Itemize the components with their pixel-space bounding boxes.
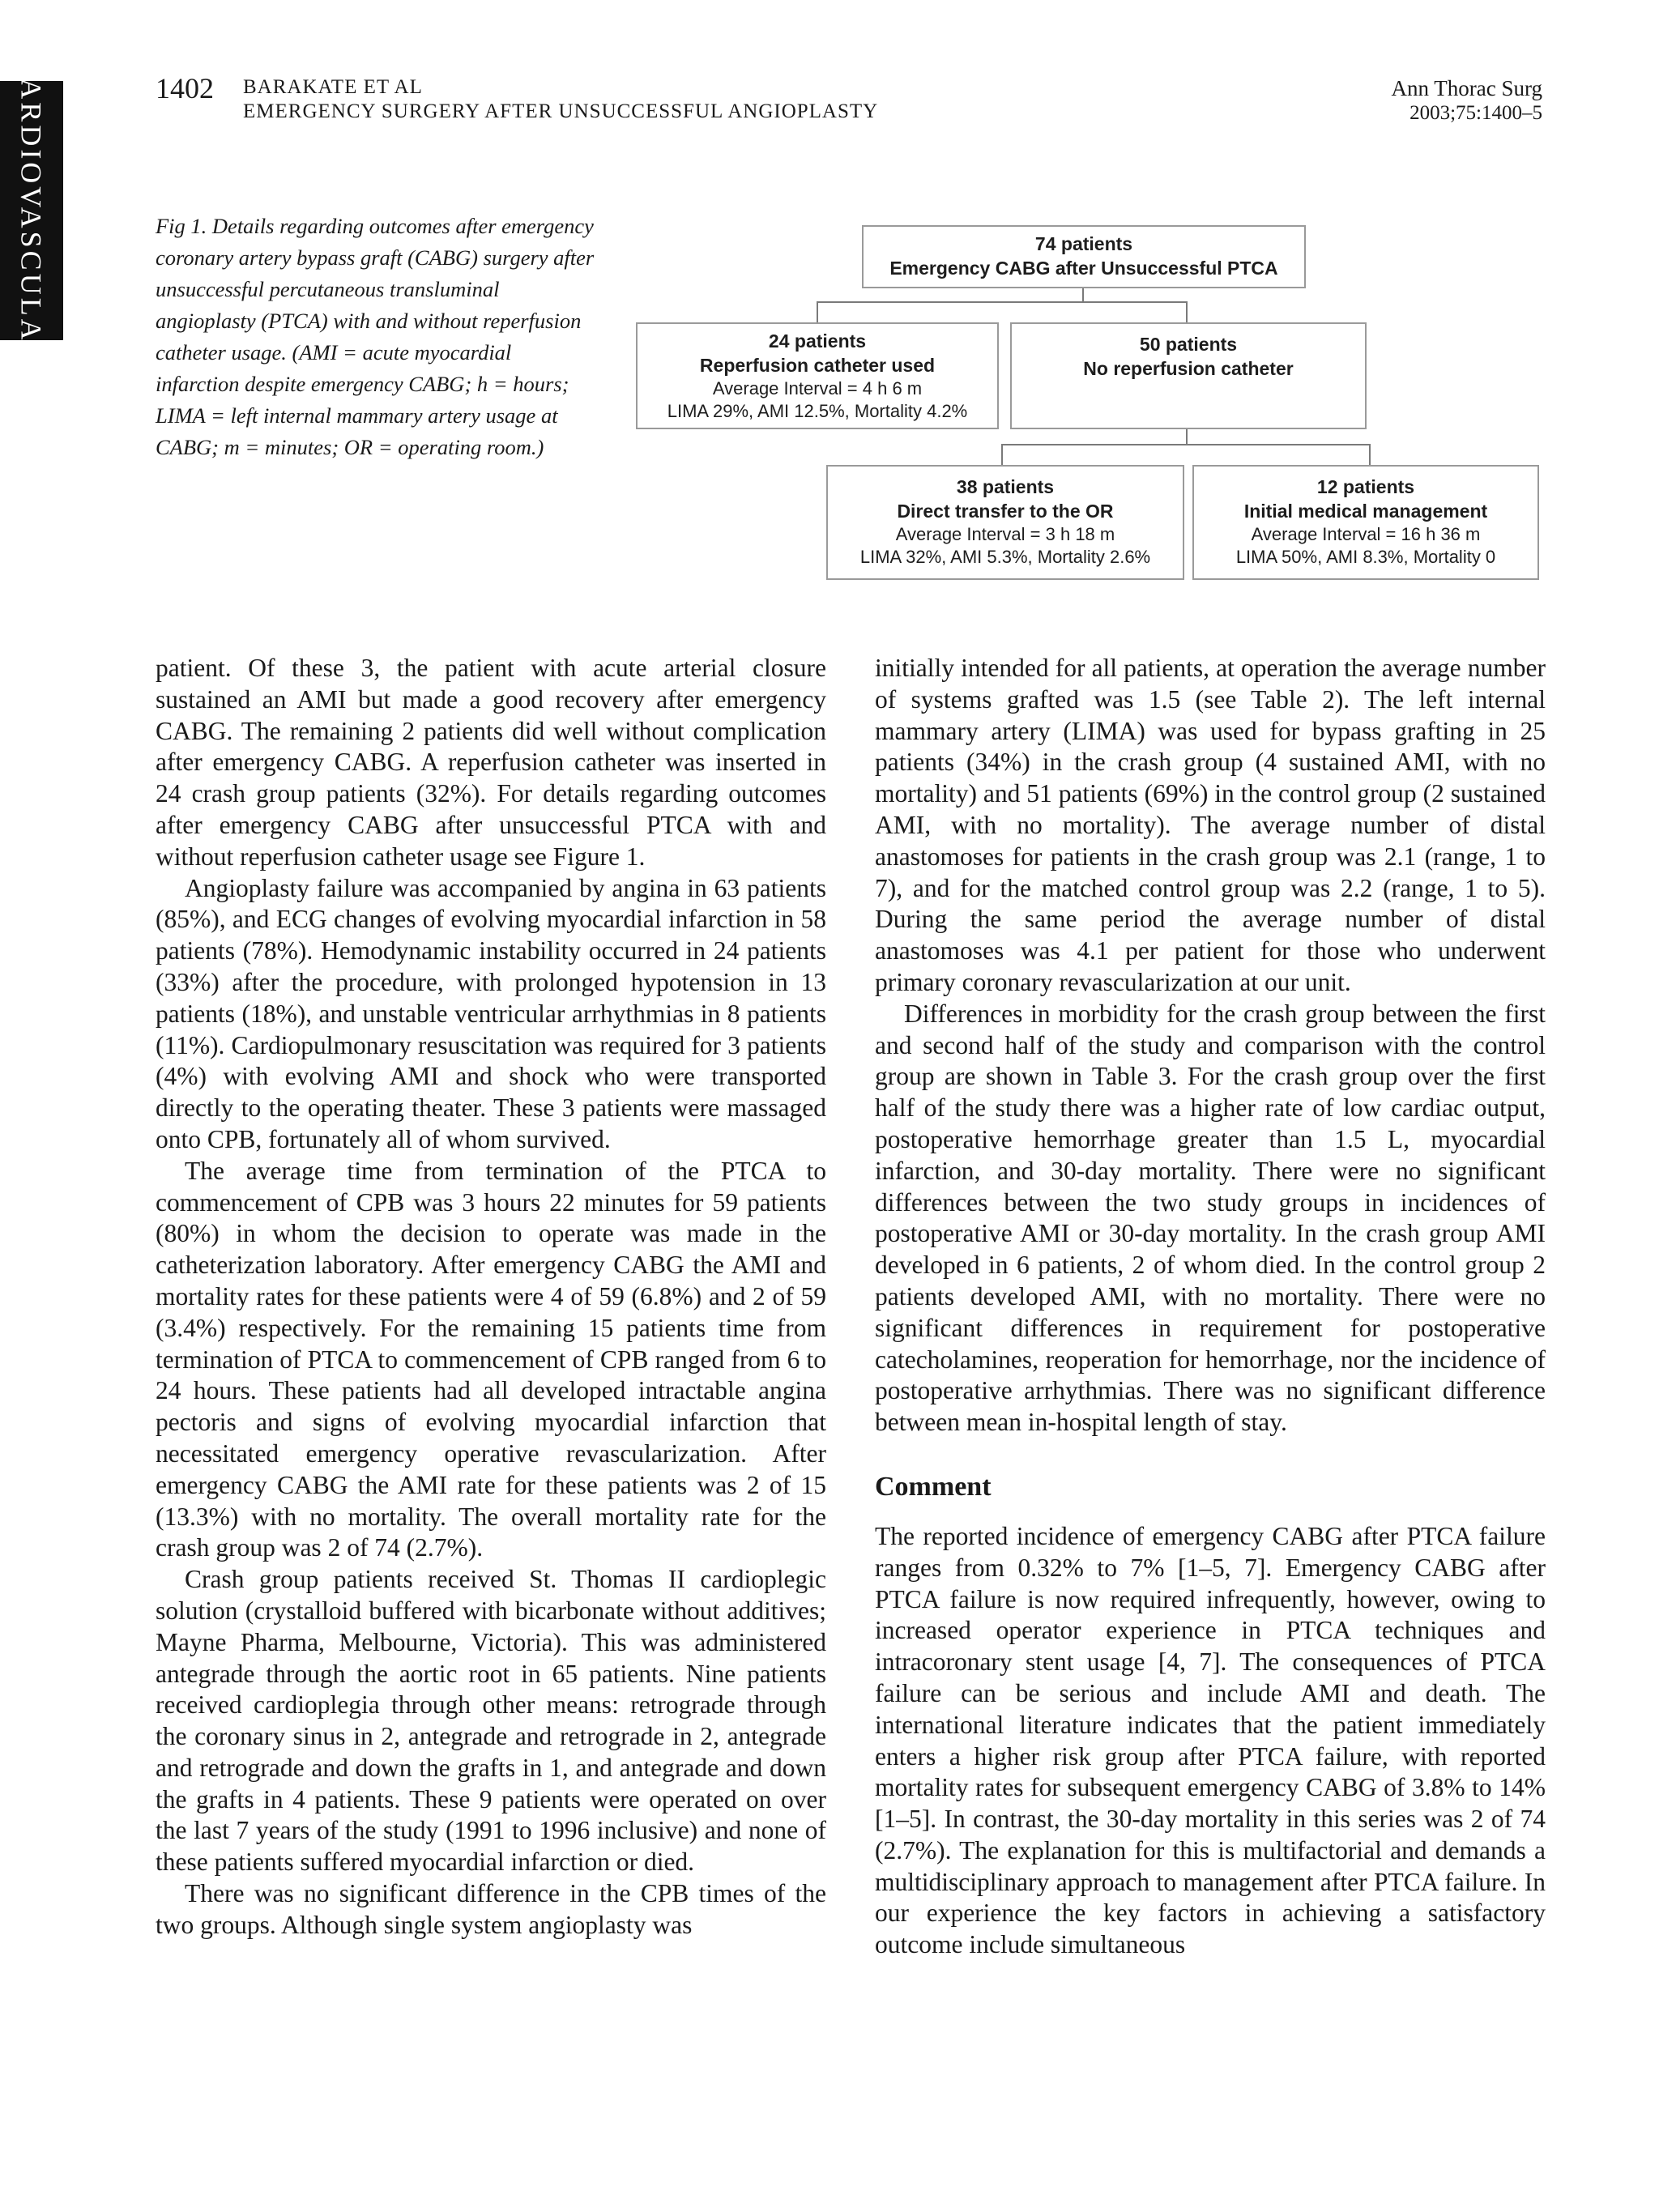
connector (1369, 444, 1371, 465)
flow-medical-count: 12 patients (1316, 476, 1415, 497)
flow-medical-stats: LIMA 50%, AMI 8.3%, Mortality 0 (1235, 547, 1496, 567)
flow-no-reperfusion-label: No reperfusion catheter (1083, 358, 1294, 379)
page-number: 1402 (156, 72, 214, 104)
body-column-left (156, 653, 826, 1941)
running-title: EMERGENCY SURGERY AFTER UNSUCCESSFUL ANGIOPLASTY (243, 100, 879, 122)
flow-reperfusion-interval: Average Interval = 4 h 6 m (712, 378, 923, 399)
paragraph: Differences in morbidity for the crash group between the first and second half of the study and comparison with the control group are shown in Table 3. For the crash group over the first half of the study there was a higher rate of low cardiac output, postoperative hemorrhage greater than 1.5 L, myocardial infarction, and 30-day mortality. There were no significant differences between the two study groups in incidences of postoperative AMI or 30-day mortality. In the crash group AMI developed in 6 patients, 2 of whom died. In the control group 2 patients developed AMI, with no mortality. There were no significant differences in requirement for postoperative catecholamines, reoperation for hemorrhage, nor the incidence of postoperative arrhythmias. There was no significant difference between mean in-hospital length of stay. (875, 999, 1546, 1437)
flow-direct-count: 38 patients (956, 476, 1055, 497)
flow-reperfusion-count: 24 patients (768, 330, 867, 352)
section-heading: Comment (875, 1471, 992, 1502)
journal-citation: 2003;75:1400–5 (1410, 102, 1542, 124)
connector (817, 301, 1188, 303)
flow-no-reperfusion-count: 50 patients (1139, 334, 1238, 355)
flow-total-label: Emergency CABG after Unsuccessful PTCA (889, 258, 1278, 279)
flow-direct-stats: LIMA 32%, AMI 5.3%, Mortality 2.6% (859, 547, 1151, 567)
flow-box-medical-management (1192, 465, 1539, 580)
paragraph: Crash group patients received St. Thomas II cardioplegic solution (crystalloid buffered with bicarbonate without additives; Mayne Pharma, Melbourne, Victoria). This was administered antegrade through the aortic root in 65 patients. Nine patients received cardioplegia through other means: retrograde through the coronary sinus in 2, antegrade and retrograde in 2, antegrade and retrograde and down the grafts in 1, and antegrade and down the grafts in 4 patients. These 9 patients were operated on over the last 7 years of the study (1991 to 1996 inclusive) and none of these patients suffered myocardial infarction or died. (156, 1565, 826, 1877)
flow-box-no-reperfusion (1010, 322, 1367, 429)
flow-box-reperfusion (636, 322, 999, 429)
section-side-tab (0, 55, 63, 366)
paragraph: There was no significant difference in the CPB times of the two groups. Although single system angioplasty was (156, 1879, 826, 1939)
paragraph: patient. Of these 3, the patient with acute arterial closure sustained an AMI but made a good recovery after emergency CABG. The remaining 2 patients did well without complication after emergency CABG. A reperfusion catheter was inserted in 24 crash group patients (32%). For details regarding outcomes after emergency CABG after unsuccessful PTCA with and without reperfusion catheter usage see Figure 1. (156, 654, 826, 871)
flow-direct-interval: Average Interval = 3 h 18 m (895, 524, 1115, 544)
connector (1186, 429, 1188, 445)
flow-medical-interval: Average Interval = 16 h 36 m (1251, 524, 1481, 544)
paragraph: initially intended for all patients, at operation the average number of systems grafted was 1.5 (see Table 2). The left internal mammary artery (LIMA) was used for bypass grafting in 25 patients (34%) in the crash group (4 sustained AMI, with no mortality) and 51 patients (69%) in the control group (2 sustained AMI, with no mortality). The average number of distal anastomoses for patients in the crash group was 2.1 (range, 1 to 7), and for the matched control group was 2.2 (range, 1 to 5). During the same period the average number of distal anastomoses was 4.1 per patient for those who underwent primary coronary revascularization at our unit. (875, 654, 1546, 996)
flow-box-direct-transfer (826, 465, 1184, 580)
journal-name: Ann Thorac Surg (1391, 76, 1542, 100)
connector (1001, 444, 1003, 465)
flow-total-count: 74 patients (1034, 233, 1133, 254)
flow-medical-label: Initial medical management (1243, 501, 1488, 522)
body-column-right (875, 653, 1546, 1961)
flow-box-total (862, 225, 1306, 288)
paragraph: Angioplasty failure was accompanied by angina in 63 patients (85%), and ECG changes of evolving myocardial infarction in 58 patients (78%). Hemodynamic instability occurred in 24 patients (33%) after the procedure, with prolonged hypotension in 13 patients (18%), and unstable ventricular arrhythmias in 8 patients (11%). Cardiopulmonary resuscitation was required for 3 patients (4%) with evolving AMI and shock who were transported directly to the operating theater. These 3 patients were massaged onto CPB, fortunately all of whom survived. (156, 873, 826, 1153)
connector (817, 301, 818, 322)
side-tab-label: CARDIOVASCULAR (15, 55, 48, 366)
figure-caption: Fig 1. Details regarding outcomes after emergency coronary artery bypass graft (CABG) surgery after unsuccessful percutaneous transluminal angioplasty (PTCA) with and without reperfusion catheter usage. (AMI = acute myocardial infarction despite emergency CABG; h = hours; LIMA = left internal mammary artery usage at CABG; m = minutes; OR = operating room.) (156, 214, 595, 459)
paragraph: The average time from termination of the PTCA to commencement of CPB was 3 hours 22 minutes for 59 patients (80%) in whom the decision to operate was made in the catheterization laboratory. After emergency CABG the AMI and mortality rates for these patients were 4 of 59 (6.8%) and 2 of 59 (3.4%) respectively. For the remaining 15 patients time from termination of PTCA to commencement of CPB ranged from 6 to 24 hours. These patients had all developed intractable angina pectoris and signs of evolving myocardial infarction that necessitated emergency operative revascularization. After emergency CABG the AMI rate for these patients was 2 of 15 (13.3%) with no mortality. The overall mortality rate for the crash group was 2 of 74 (2.7%). (156, 1156, 826, 1562)
paragraph: The reported incidence of emergency CABG after PTCA failure ranges from 0.32% to 7% [1–5, 7]. Emergency CABG after PTCA failure is now required infrequently, however, owing to increased operator experience in PTCA techniques and intracoronary stent usage [4, 7]. The consequences of PTCA failure can be serious and include AMI and death. The international literature indicates that the patient immediately enters a higher risk group after PTCA failure, with reported mortality rates for subsequent emergency CABG of 3.8% to 14% [1–5]. In contrast, the 30-day mortality in this series was 2 of 74 (2.7%). The explanation for this is multifactorial and demands a multidisciplinary approach to management after PTCA failure. In our experience the key factors in achieving a satisfactory outcome include simultaneous (875, 1521, 1546, 1959)
running-authors: BARAKATE ET AL (243, 76, 423, 98)
flow-reperfusion-label: Reperfusion catheter used (699, 355, 936, 376)
flow-direct-label: Direct transfer to the OR (897, 501, 1114, 522)
connector (1001, 444, 1371, 445)
connector (1186, 301, 1188, 322)
flow-reperfusion-stats: LIMA 29%, AMI 12.5%, Mortality 4.2% (667, 401, 968, 421)
